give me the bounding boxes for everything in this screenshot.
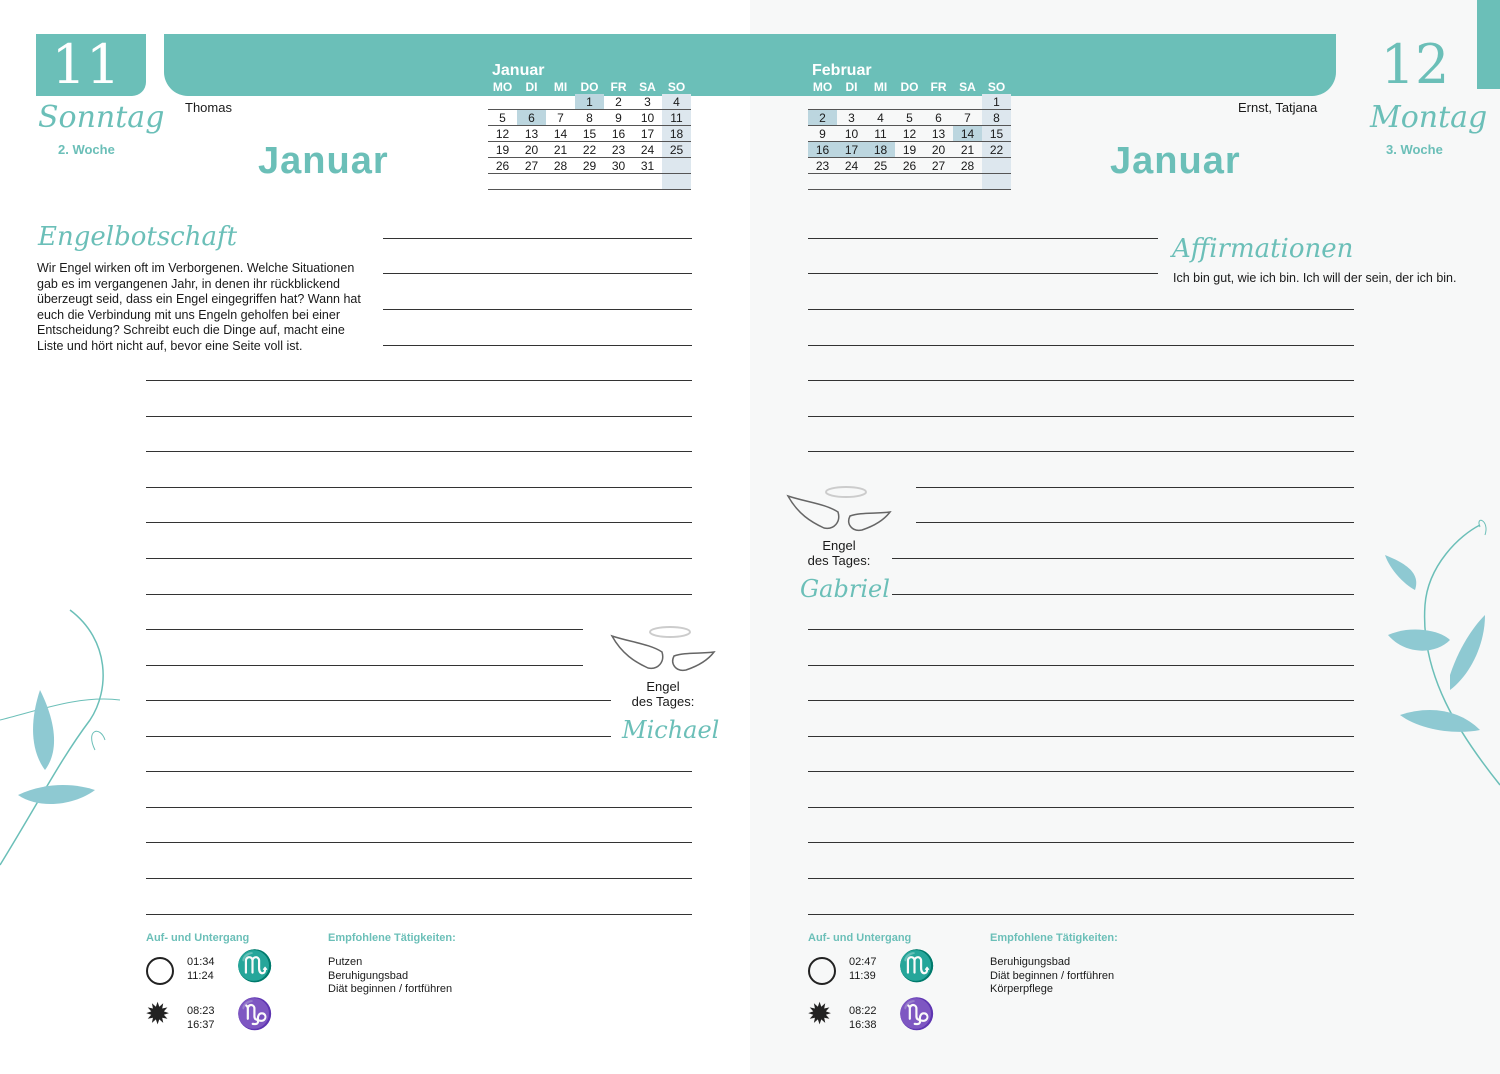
weekday-header: MI — [873, 80, 888, 94]
writing-line — [146, 842, 692, 843]
calendar-day: 25 — [866, 158, 895, 174]
sun-times — [849, 1005, 877, 1032]
angel-of-day-label — [801, 538, 877, 568]
calendar-day: 21 — [953, 142, 982, 158]
header-band — [164, 34, 1336, 96]
left-week: 2. Woche — [58, 142, 115, 157]
right-day-number: 12 — [1380, 33, 1450, 96]
calendar-day: 22 — [982, 142, 1011, 158]
right-month-title: Januar — [1110, 140, 1241, 182]
left-month-title: Januar — [258, 140, 389, 182]
angel-name: Michael — [622, 716, 720, 744]
activities-list — [328, 956, 452, 997]
calendar-day: 25 — [662, 142, 691, 158]
writing-line — [808, 914, 1354, 915]
moon-set: 11:39 — [849, 969, 876, 982]
affirmationen-title: Affirmationen — [1172, 234, 1354, 264]
calendar-day: 31 — [633, 158, 662, 174]
calendar-day — [662, 158, 691, 174]
calendar-day — [953, 174, 982, 190]
calendar-day — [895, 94, 924, 110]
capricorn-icon: ♑ — [898, 998, 936, 1031]
calendar-title: Februar — [812, 62, 872, 79]
writing-line — [916, 487, 1354, 488]
angel-label-line: des Tages: — [807, 553, 871, 568]
calendar-day: 11 — [866, 126, 895, 142]
left-day-number: 11 — [51, 33, 121, 96]
writing-line — [383, 309, 692, 310]
affirmationen-text: Ich bin gut, wie ich bin. Ich will der sein, der ich bin. — [1173, 271, 1457, 285]
writing-line — [808, 380, 1354, 381]
right-nameday: Ernst, Tatjana — [1238, 100, 1318, 115]
calendar-day — [517, 174, 546, 190]
writing-line — [146, 522, 692, 523]
sun-icon: ✹ — [145, 998, 171, 1031]
writing-line — [808, 665, 1354, 666]
scorpio-icon: ♏ — [236, 950, 274, 983]
text-line: euch die Verbindung mit uns Engeln geholfen bei einer — [37, 307, 340, 322]
calendar-day: 21 — [546, 142, 575, 158]
calendar-day — [953, 94, 982, 110]
writing-line — [808, 842, 1354, 843]
calendar-day: 27 — [517, 158, 546, 174]
calendar-day: 16 — [604, 126, 633, 142]
calendar-day — [488, 94, 517, 110]
calendar-title: Januar — [492, 62, 545, 79]
writing-line — [808, 451, 1354, 452]
calendar-day: 30 — [604, 158, 633, 174]
weekday-header: DO — [580, 80, 599, 94]
calendar-day: 24 — [633, 142, 662, 158]
calendar-day: 3 — [837, 110, 866, 126]
moon-rise: 01:34 — [187, 956, 215, 968]
writing-line — [892, 558, 1354, 559]
calendar-day: 8 — [575, 110, 604, 126]
moon-icon — [146, 957, 174, 985]
writing-line — [146, 665, 583, 666]
calendar-day: 7 — [953, 110, 982, 126]
left-weekday: Sonntag — [38, 100, 165, 135]
writing-line — [146, 736, 611, 737]
sun-rise: 08:23 — [187, 1005, 215, 1017]
calendar-day: 2 — [808, 110, 837, 126]
sun-icon: ✹ — [807, 998, 833, 1031]
weekday-header: SO — [667, 80, 686, 94]
angel-label-line: Engel — [822, 538, 856, 553]
writing-line — [146, 700, 611, 701]
calendar-day: 20 — [924, 142, 953, 158]
moon-rise: 02:47 — [849, 956, 877, 968]
activity-item: Diät beginnen / fortführen — [328, 983, 453, 995]
calendar-day: 11 — [662, 110, 691, 126]
writing-line — [808, 700, 1354, 701]
activity-item: Beruhigungsbad — [990, 956, 1071, 968]
weekday-header: MO — [812, 80, 833, 94]
calendar-day: 28 — [546, 158, 575, 174]
calendar-day: 16 — [808, 142, 837, 158]
weekday-header: DO — [900, 80, 919, 94]
activity-item: Körperpflege — [990, 983, 1053, 995]
scorpio-icon: ♏ — [898, 950, 936, 983]
calendar-day — [604, 174, 633, 190]
writing-line — [146, 629, 583, 630]
writing-line — [383, 273, 692, 274]
writing-line — [808, 416, 1354, 417]
calendar-day — [982, 158, 1011, 174]
calendar-day — [895, 174, 924, 190]
calendar-day — [924, 94, 953, 110]
writing-line — [146, 807, 692, 808]
writing-line — [808, 273, 1158, 274]
calendar-day: 22 — [575, 142, 604, 158]
writing-line — [808, 771, 1354, 772]
calendar-day: 6 — [517, 110, 546, 126]
calendar-day: 4 — [662, 94, 691, 110]
moon-times — [187, 956, 215, 983]
vine-decoration-left-icon — [0, 600, 160, 880]
calendar-day: 7 — [546, 110, 575, 126]
right-edge-tab — [1477, 0, 1500, 89]
calendar-day: 18 — [662, 126, 691, 142]
vine-decoration-right-icon — [1380, 515, 1500, 795]
angel-of-day-label — [625, 679, 701, 709]
rise-set-title: Auf- und Untergang — [146, 932, 250, 944]
calendar-day: 14 — [546, 126, 575, 142]
writing-line — [146, 594, 692, 595]
activities-title: Empfohlene Tätigkeiten: — [328, 932, 456, 944]
calendar-day — [866, 94, 895, 110]
calendar-day: 24 — [837, 158, 866, 174]
writing-line — [383, 345, 692, 346]
rise-set-title: Auf- und Untergang — [808, 932, 912, 944]
text-line: überzeugt seid, dass ein Engel eingegriffen hat? Wann hat — [37, 292, 361, 306]
activity-item: Putzen — [328, 956, 363, 968]
calendar-day — [546, 94, 575, 110]
writing-line — [146, 558, 692, 559]
moon-times — [849, 956, 877, 983]
calendar-day: 15 — [575, 126, 604, 142]
sun-rise: 08:22 — [849, 1005, 877, 1017]
calendar-day: 27 — [924, 158, 953, 174]
mini-calendar-february — [808, 62, 1011, 190]
text-line: Wir Engel wirken oft im Verborgenen. Welche Situationen — [37, 261, 355, 275]
capricorn-icon: ♑ — [236, 998, 274, 1031]
angel-name: Gabriel — [800, 575, 890, 603]
writing-line — [808, 807, 1354, 808]
activity-item: Beruhigungsbad — [328, 969, 409, 982]
calendar-day: 10 — [633, 110, 662, 126]
sun-times — [187, 1005, 215, 1032]
weekday-header: SA — [639, 80, 656, 94]
calendar-day: 18 — [866, 142, 895, 158]
writing-line — [146, 380, 692, 381]
weekday-header: SO — [987, 80, 1006, 94]
writing-line — [146, 416, 692, 417]
weekday-header: DI — [525, 80, 538, 94]
calendar-day: 9 — [604, 110, 633, 126]
calendar-day: 12 — [488, 126, 517, 142]
calendar-day — [837, 94, 866, 110]
writing-line — [808, 736, 1354, 737]
writing-line — [146, 914, 692, 915]
calendar-day: 6 — [924, 110, 953, 126]
calendar-day: 3 — [633, 94, 662, 110]
writing-line — [383, 238, 692, 239]
calendar-day — [808, 94, 837, 110]
calendar-day — [866, 174, 895, 190]
mini-calendar-january — [488, 62, 691, 190]
calendar-grid — [488, 80, 691, 190]
calendar-grid — [808, 80, 1011, 190]
weekday-header: MI — [553, 80, 568, 94]
calendar-day: 15 — [982, 126, 1011, 142]
text-line: Liste und hört nicht auf, bevor eine Seite voll ist. — [37, 338, 303, 353]
activity-item: Diät beginnen / fortführen — [990, 969, 1115, 982]
moon-set: 11:24 — [187, 969, 214, 982]
text-line: gab es im vergangenen Jahr, in denen ihr rückblickend — [37, 276, 340, 291]
sun-set: 16:38 — [849, 1018, 877, 1031]
writing-line — [146, 451, 692, 452]
writing-line — [808, 309, 1354, 310]
calendar-day — [662, 174, 691, 190]
writing-line — [146, 878, 692, 879]
calendar-day: 13 — [517, 126, 546, 142]
calendar-day — [546, 174, 575, 190]
calendar-day — [837, 174, 866, 190]
calendar-day: 5 — [488, 110, 517, 126]
calendar-day — [488, 174, 517, 190]
angel-wings-icon — [786, 482, 892, 536]
calendar-day: 28 — [953, 158, 982, 174]
weekday-header: FR — [610, 80, 627, 94]
engelbotschaft-title: Engelbotschaft — [38, 222, 238, 252]
activities-list — [990, 956, 1114, 997]
left-nameday: Thomas — [185, 100, 232, 115]
calendar-day: 13 — [924, 126, 953, 142]
calendar-day: 29 — [575, 158, 604, 174]
weekday-header: DI — [845, 80, 858, 94]
right-week: 3. Woche — [1386, 142, 1443, 157]
sun-set: 16:37 — [187, 1018, 215, 1031]
calendar-day — [924, 174, 953, 190]
weekday-header: FR — [930, 80, 947, 94]
right-weekday: Montag — [1370, 100, 1488, 135]
calendar-day: 14 — [953, 126, 982, 142]
calendar-day — [982, 174, 1011, 190]
angel-label-line: des Tages: — [631, 694, 695, 709]
calendar-day: 5 — [895, 110, 924, 126]
writing-line — [146, 771, 692, 772]
calendar-day: 23 — [808, 158, 837, 174]
writing-line — [808, 345, 1354, 346]
calendar-day: 10 — [837, 126, 866, 142]
activities-title: Empfohlene Tätigkeiten: — [990, 932, 1118, 944]
calendar-day: 1 — [982, 94, 1011, 110]
text-line: Entscheidung? Schreibt euch die Dinge auf, macht eine — [37, 323, 345, 337]
calendar-day: 8 — [982, 110, 1011, 126]
weekday-header: MO — [492, 80, 513, 94]
writing-line — [808, 878, 1354, 879]
calendar-day: 17 — [633, 126, 662, 142]
writing-line — [808, 629, 1354, 630]
writing-line — [146, 487, 692, 488]
calendar-day — [517, 94, 546, 110]
calendar-day: 20 — [517, 142, 546, 158]
calendar-day: 17 — [837, 142, 866, 158]
calendar-day — [633, 174, 662, 190]
weekday-header: SA — [959, 80, 976, 94]
calendar-day: 9 — [808, 126, 837, 142]
calendar-day: 26 — [488, 158, 517, 174]
angel-wings-icon — [610, 622, 716, 676]
writing-line — [916, 522, 1354, 523]
writing-line — [892, 594, 1354, 595]
calendar-day: 19 — [488, 142, 517, 158]
calendar-day — [575, 174, 604, 190]
calendar-day: 26 — [895, 158, 924, 174]
calendar-day: 23 — [604, 142, 633, 158]
engelbotschaft-text — [37, 261, 377, 354]
calendar-day: 1 — [575, 94, 604, 110]
calendar-day: 19 — [895, 142, 924, 158]
calendar-day: 4 — [866, 110, 895, 126]
moon-icon — [808, 957, 836, 985]
calendar-day: 12 — [895, 126, 924, 142]
calendar-day: 2 — [604, 94, 633, 110]
angel-label-line: Engel — [646, 679, 680, 694]
calendar-day — [808, 174, 837, 190]
writing-line — [808, 238, 1158, 239]
